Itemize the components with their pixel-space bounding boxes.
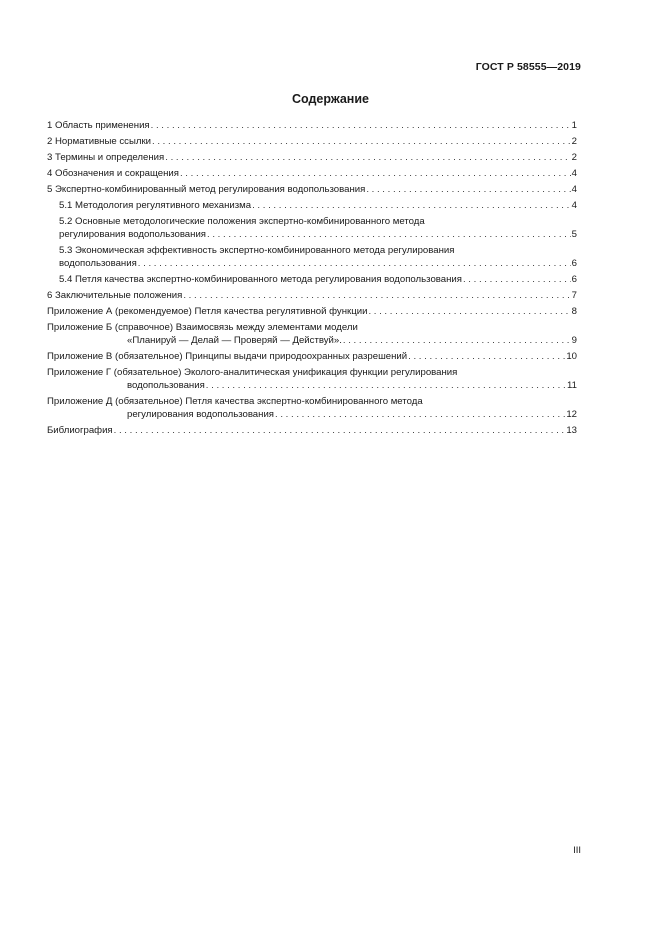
dot-leader bbox=[408, 350, 565, 363]
toc-page-number: 2 bbox=[571, 136, 577, 147]
dot-leader bbox=[165, 151, 570, 164]
dot-leader bbox=[138, 257, 571, 270]
toc-entry[interactable] bbox=[47, 424, 577, 437]
toc-entry-text: водопользования bbox=[127, 380, 205, 391]
dot-leader bbox=[206, 379, 566, 392]
dot-leader bbox=[275, 408, 565, 421]
toc-page-number: 6 bbox=[571, 258, 577, 269]
table-of-contents bbox=[47, 119, 577, 440]
toc-entry-text: 3 Термины и определения bbox=[47, 152, 165, 163]
dot-leader bbox=[463, 273, 571, 286]
dot-leader bbox=[207, 228, 571, 241]
toc-entry[interactable] bbox=[47, 135, 577, 148]
toc-entry[interactable] bbox=[47, 305, 577, 318]
document-code: ГОСТ Р 58555—2019 bbox=[475, 61, 581, 73]
toc-page-number: 12 bbox=[566, 409, 577, 420]
toc-page-number: 10 bbox=[566, 351, 577, 362]
dot-leader bbox=[180, 167, 571, 180]
toc-page-number: 8 bbox=[571, 306, 577, 317]
toc-entry[interactable] bbox=[47, 395, 577, 421]
toc-entry-text: Приложение Б (справочное) Взаимосвязь между элементами модели bbox=[47, 322, 358, 333]
toc-entry-text: 5.4 Петля качества экспертно-комбинированного метода регулирования водопользования bbox=[59, 274, 462, 285]
toc-page-number: 9 bbox=[571, 335, 577, 346]
toc-page-number: 1 bbox=[571, 120, 577, 131]
toc-entry[interactable] bbox=[47, 244, 577, 270]
toc-page-number: 5 bbox=[571, 229, 577, 240]
dot-leader bbox=[183, 289, 570, 302]
toc-entry-text: «Планируй — Делай — Проверяй — Действуй». bbox=[127, 335, 342, 346]
toc-entry-text: Приложение В (обязательное) Принципы выдачи природоохранных разрешений bbox=[47, 351, 408, 362]
toc-page-number: 4 bbox=[571, 168, 577, 179]
dot-leader bbox=[152, 135, 571, 148]
toc-entry[interactable] bbox=[47, 151, 577, 164]
toc-entry[interactable] bbox=[47, 215, 577, 241]
toc-entry[interactable] bbox=[47, 289, 577, 302]
dot-leader bbox=[343, 334, 571, 347]
toc-entry[interactable] bbox=[47, 321, 577, 347]
dot-leader bbox=[114, 424, 566, 437]
toc-page-number: 13 bbox=[566, 425, 577, 436]
dot-leader bbox=[368, 305, 570, 318]
toc-entry-text: Библиография bbox=[47, 425, 113, 436]
toc-entry[interactable] bbox=[47, 183, 577, 196]
toc-page-number: 4 bbox=[571, 200, 577, 211]
page-number: III bbox=[573, 845, 581, 856]
toc-page-number: 7 bbox=[571, 290, 577, 301]
toc-title: Содержание bbox=[291, 92, 369, 106]
toc-entry[interactable] bbox=[47, 366, 577, 392]
toc-entry[interactable] bbox=[47, 199, 577, 212]
dot-leader bbox=[151, 119, 571, 132]
toc-entry[interactable] bbox=[47, 350, 577, 363]
toc-entry-text: регулирования водопользования bbox=[127, 409, 274, 420]
toc-entry-text: 1 Область применения bbox=[47, 120, 150, 131]
toc-entry-text: 6 Заключительные положения bbox=[47, 290, 183, 301]
toc-entry-text: 5.2 Основные методологические положения экспертно-комбинированного метода bbox=[59, 216, 425, 227]
toc-entry-text: Приложение Г (обязательное) Эколого-аналитическая унификация функции регулирования bbox=[47, 367, 458, 378]
toc-entry-text: Приложение А (рекомендуемое) Петля качества регулятивной функции bbox=[47, 306, 368, 317]
toc-page-number: 4 bbox=[571, 184, 577, 195]
dot-leader bbox=[252, 199, 571, 212]
toc-entry[interactable] bbox=[47, 119, 577, 132]
dot-leader bbox=[366, 183, 570, 196]
toc-page-number: 6 bbox=[571, 274, 577, 285]
toc-entry-text: водопользования bbox=[59, 258, 137, 269]
toc-entry-text: 5.1 Методология регулятивного механизма bbox=[59, 200, 252, 211]
toc-page-number: 11 bbox=[567, 380, 577, 391]
toc-entry-text: 2 Нормативные ссылки bbox=[47, 136, 152, 147]
toc-entry[interactable] bbox=[47, 167, 577, 180]
toc-entry-text: 5.3 Экономическая эффективность экспертно-комбинированного метода регулирования bbox=[59, 245, 455, 256]
toc-entry-text: Приложение Д (обязательное) Петля качества экспертно-комбинированного метода bbox=[47, 396, 423, 407]
toc-entry[interactable] bbox=[47, 273, 577, 286]
toc-entry-text: 4 Обозначения и сокращения bbox=[47, 168, 179, 179]
toc-page-number: 2 bbox=[571, 152, 577, 163]
toc-entry-text: регулирования водопользования bbox=[59, 229, 206, 240]
toc-entry-text: 5 Экспертно-комбинированный метод регулирования водопользования bbox=[47, 184, 366, 195]
